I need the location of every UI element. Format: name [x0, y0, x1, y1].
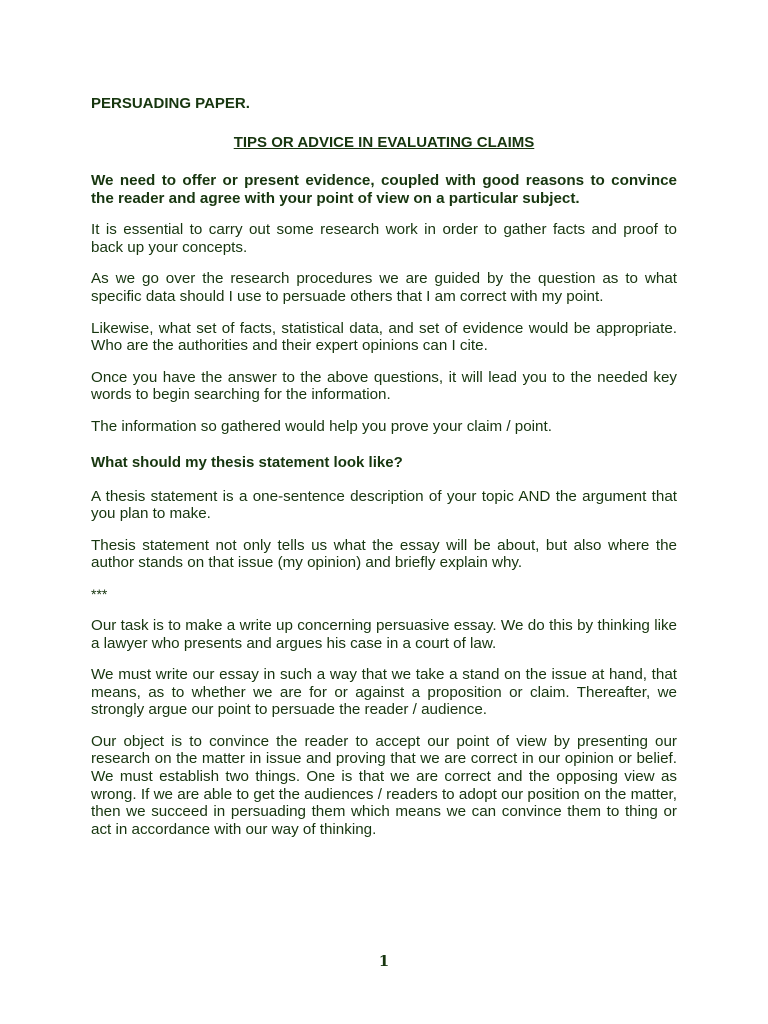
paragraph-thesis-definition: A thesis statement is a one-sentence description of your topic AND the argument that you plan to make.	[91, 487, 677, 523]
paragraph-thesis-role: Thesis statement not only tells us what the essay will be about, but also where the author stands on that issue (my opinion) and briefly explain why.	[91, 536, 677, 572]
paragraph-information: The information so gathered would help you prove your claim / point.	[91, 417, 552, 435]
paragraph-likewise: Likewise, what set of facts, statistical data, and set of evidence would be appropriate. Who are the authorities and their expert opinions can I cite.	[91, 319, 677, 355]
intro-paragraph: We need to offer or present evidence, coupled with good reasons to convince the reader and agree with your point of view on a particular subject.	[91, 172, 677, 207]
paragraph-procedures: As we go over the research procedures we are guided by the question as to what specific data should I use to persuade others that I am correct with my point.	[91, 270, 677, 305]
paragraph-object: Our object is to convince the reader to accept our point of view by presenting our research on the matter in issue and proving that we are correct in our opinion or belief. We must establish two things. One is that we are correct and the opposing view as wrong. If we are able to get the audiences / readers to adopt our position on the matter, then we succeed in persuading them which means we can convince them to thing or act in accordance with our way of thinking.	[91, 732, 677, 838]
paragraph-stand: We must write our essay in such a way that we take a stand on the issue at hand, that means, as to whether we are for or against a proposition or claim. Thereafter, we strongly argue our point to persuade the reader / audience.	[91, 666, 677, 719]
paragraph-task: Our task is to make a write up concerning persuasive essay. We do this by thinking like a lawyer who presents and argues his case in a court of law.	[91, 616, 677, 652]
document-title: PERSUADING PAPER.	[91, 95, 250, 112]
document-subtitle: TIPS OR ADVICE IN EVALUATING CLAIMS	[233, 134, 535, 151]
paragraph-research: It is essential to carry out some research work in order to gather facts and proof to back up your concepts.	[91, 221, 677, 256]
thesis-heading: What should my thesis statement look like?	[91, 453, 403, 471]
page-number: 1	[378, 952, 390, 970]
paragraph-answer: Once you have the answer to the above questions, it will lead you to the needed key words to begin searching for the information.	[91, 368, 677, 404]
section-separator: ***	[91, 585, 108, 602]
